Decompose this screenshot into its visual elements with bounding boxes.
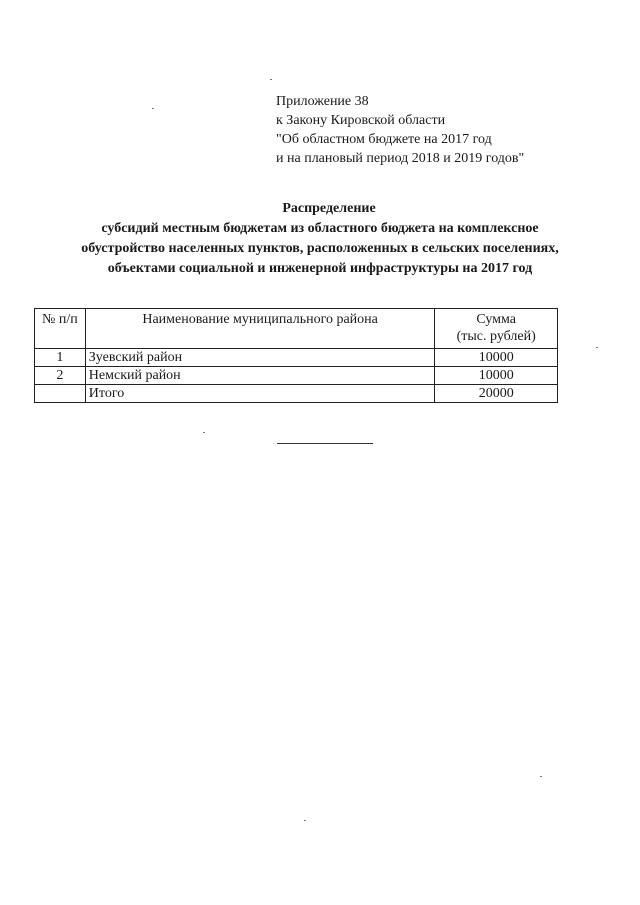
end-divider	[277, 443, 373, 444]
scan-speck	[270, 79, 272, 80]
title-line-1: субсидий местным бюджетам из областного бюджета на комплексное	[101, 221, 539, 236]
scan-speck	[304, 820, 306, 821]
header-sum-unit: (тыс. рублей)	[456, 329, 536, 344]
row-sum: 10000	[435, 367, 558, 385]
scan-speck	[596, 347, 598, 348]
row-district-name: Зуевский район	[85, 349, 435, 367]
row-district-name: Немский район	[85, 367, 435, 385]
scan-speck	[540, 776, 542, 777]
row-num: 2	[35, 367, 86, 385]
total-sum: 20000	[435, 385, 558, 403]
title-line-3: объектами социальной и инженерной инфраструктуры на 2017 год	[107, 261, 533, 276]
header-num: № п/п	[35, 309, 86, 349]
document-title	[0, 199, 640, 279]
appendix-law-period: и на плановый период 2018 и 2019 годов"	[276, 151, 525, 166]
title-heading: Распределение	[282, 201, 376, 216]
table-total-row	[35, 385, 558, 403]
row-num: 1	[35, 349, 86, 367]
header-sum-label: Сумма	[476, 312, 517, 327]
header-district-name: Наименование муниципального района	[85, 309, 435, 349]
scan-speck	[203, 432, 205, 433]
table-header-row	[35, 309, 558, 349]
table-row	[35, 367, 558, 385]
table-row	[35, 349, 558, 367]
appendix-law-reference: к Закону Кировской области	[276, 113, 446, 128]
title-line-2: обустройство населенных пунктов, расположенных в сельских поселениях,	[81, 241, 559, 256]
header-sum	[435, 309, 558, 349]
row-sum: 10000	[435, 349, 558, 367]
scan-speck	[152, 108, 154, 109]
total-num	[35, 385, 86, 403]
appendix-number: Приложение 38	[276, 94, 369, 109]
appendix-law-title: "Об областном бюджете на 2017 год	[276, 132, 492, 147]
subsidy-table	[34, 308, 558, 403]
total-label: Итого	[85, 385, 435, 403]
appendix-header	[276, 92, 524, 168]
